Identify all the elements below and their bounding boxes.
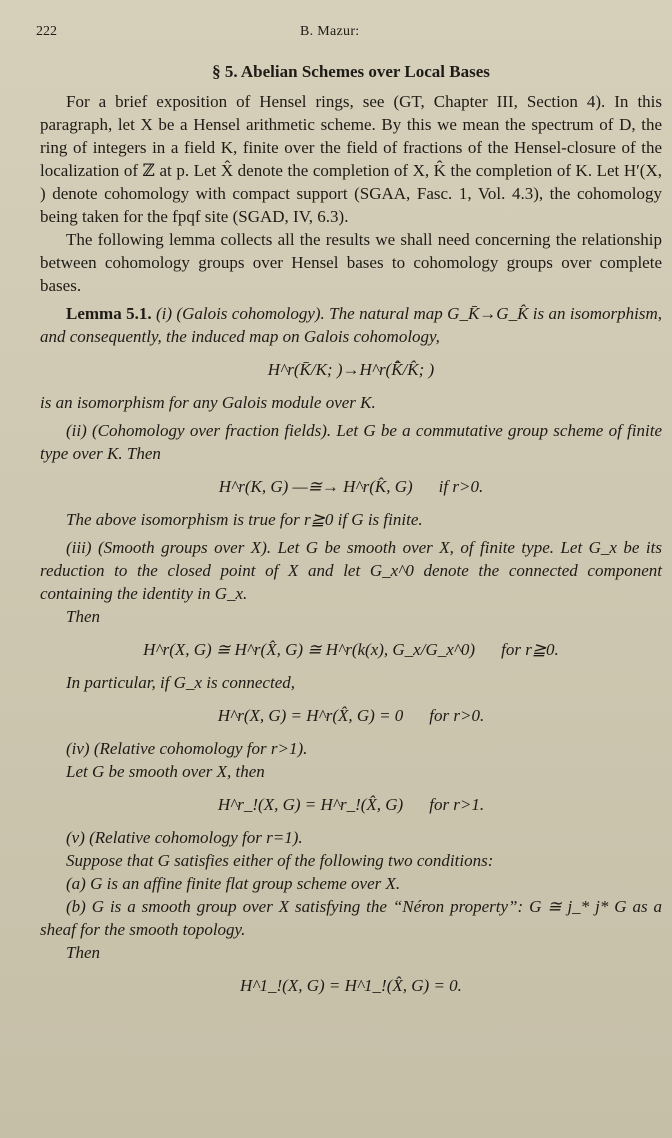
lemma-v-then: Then xyxy=(66,943,100,962)
formula-fraction-fields xyxy=(40,475,662,498)
lemma-ii-finite-note: The above isomorphism is true for r≧0 if G is finite. xyxy=(66,510,423,529)
formula-ii-main: H^r(K, G) —≅→ H^r(K̂, G) xyxy=(218,477,413,496)
page-number: 222 xyxy=(36,24,57,39)
formula-relative-r-gt-1 xyxy=(40,793,662,816)
section-title: § 5. Abelian Schemes over Local Bases xyxy=(212,62,490,81)
formula-iii2-condition: for r>0. xyxy=(429,706,485,725)
formula-smooth-groups xyxy=(40,638,662,661)
lemma-5-1-part-iii: (iii) (Smooth groups over X). Let G be smooth over X, of finite type. Let G_x be its reduction to the closed point of X and let G_x^0 denote the connected component containing the identity in G_x. xyxy=(40,538,662,603)
lemma-v-condition-a: (a) G is an affine finite flat group scheme over X. xyxy=(66,874,401,893)
lemma-5-1-part-iv: (iv) (Relative cohomology for r>1). xyxy=(66,739,308,758)
page-body xyxy=(40,58,662,1007)
paragraph-hensel-intro: For a brief exposition of Hensel rings, see (GT, Chapter III, Section 4). In this paragraph, let X be a Hensel arithmetic scheme. By this we mean the spectrum of D, the ring of integers in a field K, finite over the field of fractions of the Hensel-closure of the localization of ℤ at p. Let X̂ denote the completion of X, K̂ the completion of K. Let H′(X, ) denote cohomology with compact support (SGAA, Fasc. 1, Vol. 4.3), the cohomology being taken for the fpqf site (SGAD, IV, 6.3). xyxy=(40,92,662,226)
lemma-iii-particular: In particular, if G_x is connected, xyxy=(66,673,295,692)
lemma-iv-text: Let G be smooth over X, then xyxy=(66,762,265,781)
lemma-i-conclusion: is an isomorphism for any Galois module over K. xyxy=(40,393,376,412)
running-header xyxy=(36,24,652,46)
formula-iv-main: H^r_!(X, G) = H^r_!(X̂, G) xyxy=(217,795,404,814)
paragraph-lemma-intro: The following lemma collects all the results we shall need concerning the relationship between cohomology groups over Hensel bases to cohomology groups over complete bases. xyxy=(40,230,662,295)
lemma-5-1-part-v: (v) (Relative cohomology for r=1). xyxy=(66,828,303,847)
formula-ii-condition: if r>0. xyxy=(438,477,484,496)
lemma-5-1-part-i xyxy=(40,302,662,348)
lemma-label: Lemma 5.1. xyxy=(66,304,152,323)
lemma-iii-then: Then xyxy=(66,607,100,626)
lemma-5-1-part-ii: (ii) (Cohomology over fraction fields). Let G be a commutative group scheme of finite type over K. Then xyxy=(40,421,662,463)
formula-iii-main: H^r(X, G) ≅ H^r(X̂, G) ≅ H^r(k(x), G_x/G_x^0) xyxy=(143,640,476,659)
lemma-i-text: (i) (Galois cohomology). The natural map G_K̄→G_K̂ is an isomorphism, and consequently, the induced map on Galois cohomology, xyxy=(40,304,662,346)
formula-iv-condition: for r>1. xyxy=(429,795,485,814)
formula-iii-condition: for r≧0. xyxy=(501,640,559,659)
lemma-v-text: Suppose that G satisfies either of the following two conditions: xyxy=(66,851,494,870)
lemma-v-condition-b: (b) G is a smooth group over X satisfying the “Néron property”: G ≅ j_* j* G as a sheaf for the smooth topology. xyxy=(40,897,662,939)
formula-connected-case xyxy=(40,704,662,727)
formula-iii2-main: H^r(X, G) = H^r(X̂, G) = 0 xyxy=(217,706,404,725)
running-author: B. Mazur: xyxy=(300,24,360,39)
formula-galois: H^r(K̄/K; )→H^r(K̂̄/K̂; ) xyxy=(267,360,435,379)
formula-relative-r-eq-1: H^1_!(X, G) = H^1_!(X̂, G) = 0. xyxy=(240,976,462,995)
